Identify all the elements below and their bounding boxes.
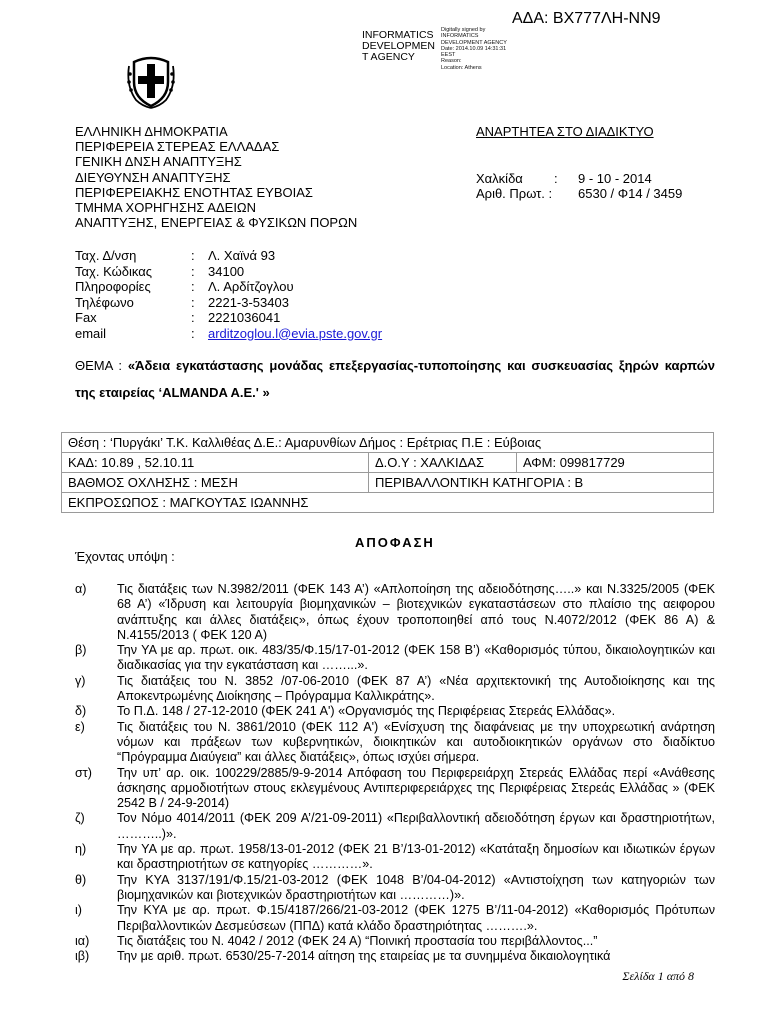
- decision-title: ΑΠΟΦΑΣΗ: [355, 535, 435, 550]
- email-link[interactable]: arditzoglou.l@evia.pste.gov.gr: [208, 325, 383, 341]
- signature-meta-line: Location: Athens: [441, 64, 482, 71]
- list-item: [75, 811, 715, 842]
- signature-meta-line: Date: 2014.10.09 14:31:31: [441, 45, 507, 52]
- nuisance-level-cell: ΒΑΘΜΟΣ ΟΧΛΗΣΗΣ : ΜΕΣΗ: [62, 473, 369, 493]
- item-marker: ιβ): [75, 949, 90, 964]
- item-text: Την υπ’ αρ. οικ. 100229/2885/9-9-2014 Απόφαση του Περιφερειάρχη Στερεάς Ελλάδας περί «Ανάθεσης άσκησης αρμοδιοτήτων στους εκλεγμένους Αντιπεριφερειάρχες της Περιφέρειας Στερεάς Ελλάδας » (ΦΕΚ 2542 Β / 24-9-2014): [117, 765, 715, 811]
- list-item: [75, 903, 715, 934]
- contact-address: Λ. Χαϊνά 93: [208, 248, 276, 263]
- list-item: [75, 873, 715, 904]
- environmental-category-cell: ΠΕΡΙΒΑΛΛΟΝΤΙΚΗ ΚΑΤΗΓΟΡΙΑ : Β: [369, 473, 714, 493]
- authority-line: ΕΛΛΗΝΙΚΗ ΔΗΜΟΚΡΑΤΙΑ: [75, 124, 228, 139]
- list-item: [75, 934, 715, 949]
- contact-label: email: [75, 325, 107, 341]
- list-item: [75, 704, 715, 719]
- project-info-table: [61, 432, 714, 513]
- list-item: [75, 643, 715, 674]
- signer-org-line: INFORMATICS: [362, 29, 434, 41]
- item-marker: ε): [75, 719, 85, 734]
- contact-label: Ταχ. Κώδικας: [75, 263, 152, 279]
- greek-coat-of-arms-icon: [126, 52, 176, 110]
- list-item: [75, 674, 715, 705]
- signature-meta-line: Digitally signed by: [441, 27, 486, 33]
- table-row: [62, 453, 714, 473]
- contact-labels: [75, 248, 152, 341]
- item-marker: δ): [75, 704, 87, 719]
- item-text: Την ΚΥΑ 3137/191/Φ.15/21-03-2012 (ΦΕΚ 1048 Β’/04-04-2012) «Αντιστοίχηση των κατηγοριών των βιομηχανικών και βιοτεχνικών δραστηριοτήτων και …………)».: [117, 872, 715, 902]
- item-marker: θ): [75, 872, 87, 887]
- item-marker: α): [75, 582, 87, 596]
- list-item: [75, 720, 715, 766]
- representative-cell: ΕΚΠΡΟΣΩΠΟΣ : ΜΑΓΚΟΥΤΑΣ ΙΩΑΝΝΗΣ: [62, 493, 714, 513]
- kad-cell: ΚΑΔ: 10.89 , 52.10.11: [62, 453, 369, 473]
- item-marker: β): [75, 643, 87, 658]
- location-cell: Θέση : ‘Πυργάκι’ Τ.Κ. Καλλιθέας Δ.Ε.: Αμαρυνθίων Δήμος : Ερέτριας Π.Ε : Εύβοιας: [62, 433, 714, 453]
- contact-postcode: 34100: [208, 263, 245, 279]
- date-colon: :: [554, 171, 558, 186]
- subject-text: «Άδεια εγκατάστασης μονάδας επεξεργασίας-τυποποίησης και συσκευασίας ξηρών καρπών της εταιρείας ‘ALMANDA A.E.' »: [75, 358, 715, 400]
- document-date: 9 - 10 - 2014: [578, 171, 652, 186]
- authority-line: ΠΕΡΙΦΕΡΕΙΑ ΣΤΕΡΕΑΣ ΕΛΛΑΔΑΣ: [75, 139, 280, 155]
- item-text: Τον Νόμο 4014/2011 (ΦΕΚ 209 Α’/21-09-2011) «Περιβαλλοντική αδειοδότηση έργων και δραστηριοτήτων, ………..)».: [117, 811, 715, 841]
- signature-meta-line: INFORMATICS: [441, 33, 479, 40]
- list-item: [75, 842, 715, 873]
- contact-label: Ταχ. Δ/νση: [75, 248, 137, 263]
- contact-phone: 2221-3-53403: [208, 294, 289, 310]
- list-item: [75, 582, 715, 643]
- subject-prefix: ΘΕΜΑ :: [75, 358, 128, 373]
- authority-line: ΑΝΑΠΤΥΞΗΣ, ΕΝΕΡΓΕΙΑΣ & ΦΥΣΙΚΩΝ ΠΟΡΩΝ: [75, 215, 358, 231]
- item-marker: ι): [75, 903, 82, 918]
- item-text: Τις διατάξεις των Ν.3982/2011 (ΦΕΚ 143 Α’) «Απλοποίηση της αδειοδότησης…..» και Ν.3325/2005 (ΦΕΚ 68 Α’) «Ίδρυση και λειτουργία βιομηχανικών – βιοτεχνικών εγκαταστάσεων στο πλαίσιο της αειφορου ανάπτυξης και άλλες διατάξεις», όπως έχουν τροποποιηθεί από τους Ν.4072/2012 (ΦΕΚ 86 Α) & Ν.4155/2013 ( ΦΕΚ 120 Α): [117, 582, 715, 642]
- item-marker: στ): [75, 765, 92, 780]
- authority-line: ΓΕΝΙΚΗ ΔΝΣΗ ΑΝΑΠΤΥΞΗΣ: [75, 154, 242, 170]
- authority-line: ΠΕΡΙΦΕΡΕΙΑΚΗΣ ΕΝΟΤΗΤΑΣ ΕΥΒΟΙΑΣ: [75, 184, 313, 200]
- protocol-number: 6530 / Φ14 / 3459: [578, 186, 683, 202]
- contact-colons: : : : : : :: [191, 248, 195, 341]
- list-item: [75, 949, 715, 964]
- considering-heading: Έχοντας υπόψη :: [75, 549, 175, 564]
- signature-meta-line: DEVELOPMENT AGENCY: [441, 39, 507, 46]
- digital-signature-details: [441, 27, 507, 71]
- subject-line: [75, 352, 715, 406]
- authority-line: ΔΙΕΥΘΥΝΣΗ ΑΝΑΠΤΥΞΗΣ: [75, 169, 231, 185]
- city-label: Χαλκίδα: [476, 171, 523, 186]
- item-marker: γ): [75, 673, 86, 688]
- item-text: Την ΚΥΑ με αρ. πρωτ. Φ.15/4187/266/21-03-2012 (ΦΕΚ 1275 Β’/11-04-2012) «Καθορισμός Πρότυπων Περιβαλλοντικών Δεσμεύσεων (ΠΠΔ) κατά κλάδο δραστηριότητας ……….».: [117, 903, 715, 933]
- item-marker: η): [75, 842, 87, 857]
- item-text: Τις διατάξεις του Ν. 3861/2010 (ΦΕΚ 112 Α') «Ενίσχυση της διαφάνειας με την υποχρεωτική ανάρτηση νόμων και πράξεων των κυβερνητικών, διοικητικών και αυτοδιοικητικών οργάνων στο διαδίκτυο “Πρόγραμμα Διαύγεια” και άλλες διατάξεις», όπως ισχύει σήμερα.: [117, 719, 715, 765]
- vat-number-cell: ΑΦΜ: 099817729: [517, 453, 714, 473]
- ada-code: ΑΔΑ: ΒΧ777ΛΗ-ΝΝ9: [512, 10, 661, 27]
- item-text: Το Π.Δ. 148 / 27-12-2010 (ΦΕΚ 241 Α') «Οργανισμός της Περιφέρειας Στερεάς Ελλάδας».: [117, 704, 616, 719]
- item-marker: ζ): [75, 811, 85, 826]
- contact-fax: 2221036041: [208, 310, 281, 325]
- page-number: Σελίδα 1 από 8: [622, 969, 694, 983]
- item-text: Την με αριθ. πρωτ. 6530/25-7-2014 αίτηση της εταιρείας με τα συνημμένα δικαιολογητικά: [117, 949, 611, 964]
- signer-organization: [362, 30, 435, 63]
- considerations-list: [75, 582, 715, 964]
- place-date-values: [578, 171, 682, 201]
- signature-meta-line: EEST: [441, 52, 456, 59]
- item-text: Τις διατάξεις του Ν. 3852 /07-06-2010 (ΦΕΚ 87 Α’) «Νέα αρχιτεκτονική της Αυτοδιοίκησης και της Αποκεντρωμένης Διοίκησης – Πρόγραμμα Καλλικράτης».: [117, 673, 715, 704]
- signer-org-line: T AGENCY: [362, 51, 415, 63]
- contact-label: Τηλέφωνο: [75, 294, 134, 310]
- table-row: [62, 473, 714, 493]
- item-text: Τις διατάξεις του Ν. 4042 / 2012 (ΦΕΚ 24 Α) “Ποινική προστασία του περιβάλλοντος...”: [117, 933, 598, 948]
- contact-values: [208, 248, 382, 341]
- signer-org-line: DEVELOPMEN: [362, 40, 435, 52]
- contact-person: Λ. Αρδίτζογλου: [208, 279, 294, 294]
- protocol-label: Αριθ. Πρωτ. :: [476, 186, 553, 202]
- posting-note: ΑΝΑΡΤΗΤΕΑ ΣΤΟ ΔΙΑΔΙΚΤΥΟ: [476, 124, 654, 139]
- table-row: [62, 433, 714, 453]
- table-row: [62, 493, 714, 513]
- item-marker: ια): [75, 933, 90, 948]
- authority-line: ΤΜΗΜΑ ΧΟΡΗΓΗΣΗΣ ΑΔΕΙΩΝ: [75, 200, 257, 216]
- place-date-labels: [476, 171, 552, 201]
- list-item: [75, 766, 715, 812]
- contact-label: Πληροφορίες: [75, 279, 151, 294]
- signature-meta-line: Reason:: [441, 58, 462, 65]
- issuing-authority: [75, 124, 357, 230]
- item-text: Την ΥΑ με αρ. πρωτ. 1958/13-01-2012 (ΦΕΚ 21 Β’/13-01-2012) «Κατάταξη δημοσίων και ιδιωτικών έργων και δραστηριοτήτων σε κατηγορίες …………».: [117, 842, 715, 872]
- item-text: Την ΥΑ με αρ. πρωτ. οικ. 483/35/Φ.15/17-01-2012 (ΦΕΚ 158 Β’) «Καθορισμός τύπου, δικαιολογητικών και διαδικασίας για την εγκατάσταση και ……...».: [117, 643, 715, 673]
- tax-office-cell: Δ.Ο.Υ : ΧΑΛΚΙΔΑΣ: [369, 453, 517, 473]
- contact-label: Fax: [75, 310, 97, 325]
